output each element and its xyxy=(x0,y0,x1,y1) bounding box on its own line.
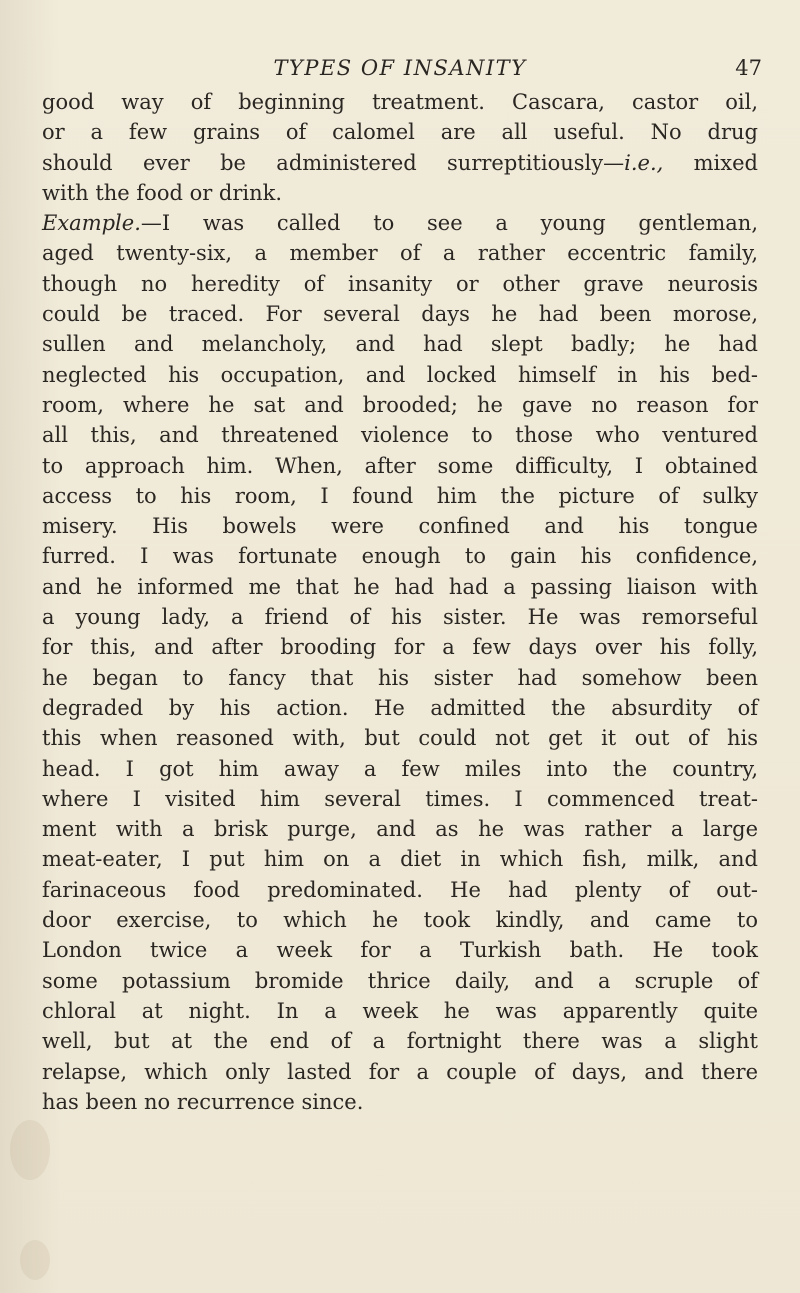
text-line: furred. I was fortunate enough to gain his confidence, xyxy=(42,544,758,569)
text-line: London twice a week for a Turkish bath. He took xyxy=(42,938,758,963)
text-line: for this, and after brooding for a few days over his folly, xyxy=(42,635,758,660)
text-line: and he informed me that he had had a passing liaison with xyxy=(42,574,758,599)
example-label: Example. xyxy=(42,211,141,236)
italic-abbreviation: i.e., xyxy=(624,150,664,175)
text-line: farinaceous food predominated. He had plenty of out- xyxy=(42,877,758,902)
text-line: room, where he sat and brooded; he gave no reason for xyxy=(42,392,758,417)
text-line: could be traced. For several days he had been morose, xyxy=(42,302,758,327)
text-line: where I visited him several times. I commenced treat- xyxy=(42,786,758,811)
text-line xyxy=(42,148,758,178)
text-line: this when reasoned with, but could not get it out of his xyxy=(42,726,758,751)
page-header xyxy=(42,56,762,90)
text-segment: —I was called to see a young gentleman, xyxy=(140,211,758,236)
text-line: has been no recurrence since. xyxy=(42,1089,364,1114)
text-line: ment with a brisk purge, and as he was rather a large xyxy=(42,817,758,842)
text-line: misery. His bowels were confined and his tongue xyxy=(42,514,758,539)
text-line: all this, and threatened violence to those who ventured xyxy=(42,423,758,448)
text-line xyxy=(42,208,758,238)
text-segment: should ever be administered surreptitiously— xyxy=(42,150,625,175)
text-line: degraded by his action. He admitted the absurdity of xyxy=(42,695,758,720)
text-line: relapse, which only lasted for a couple of days, and there xyxy=(42,1059,758,1084)
text-line: he began to fancy that his sister had somehow been xyxy=(42,665,758,690)
running-title: TYPES OF INSANITY xyxy=(273,56,527,80)
text-segment: mixed xyxy=(663,150,758,175)
text-line: door exercise, to which he took kindly, and came to xyxy=(42,908,758,933)
page-number: 47 xyxy=(735,56,762,80)
body-text xyxy=(42,87,758,1117)
text-line: a young lady, a friend of his sister. He was remorseful xyxy=(42,605,758,630)
paper-stain xyxy=(10,1120,50,1180)
text-line: to approach him. When, after some difficulty, I obtained xyxy=(42,453,758,478)
text-line: head. I got him away a few miles into the country, xyxy=(42,756,758,781)
text-line: sullen and melancholy, and had slept badly; he had xyxy=(42,332,758,357)
text-line: some potassium bromide thrice daily, and a scruple of xyxy=(42,968,758,993)
text-line: neglected his occupation, and locked himself in his bed- xyxy=(42,362,758,387)
text-line: though no heredity of insanity or other grave neurosis xyxy=(42,271,758,296)
text-line: with the food or drink. xyxy=(42,180,283,205)
text-line: aged twenty-six, a member of a rather eccentric family, xyxy=(42,241,758,266)
text-line: meat-eater, I put him on a diet in which fish, milk, and xyxy=(42,847,758,872)
text-line: or a few grains of calomel are all useful. No drug xyxy=(42,120,758,145)
paper-stain xyxy=(20,1240,50,1280)
text-line: access to his room, I found him the picture of sulky xyxy=(42,483,758,508)
text-line: well, but at the end of a fortnight there was a slight xyxy=(42,1029,758,1054)
text-line: chloral at night. In a week he was apparently quite xyxy=(42,998,758,1023)
text-line: good way of beginning treatment. Cascara, castor oil, xyxy=(42,90,758,114)
